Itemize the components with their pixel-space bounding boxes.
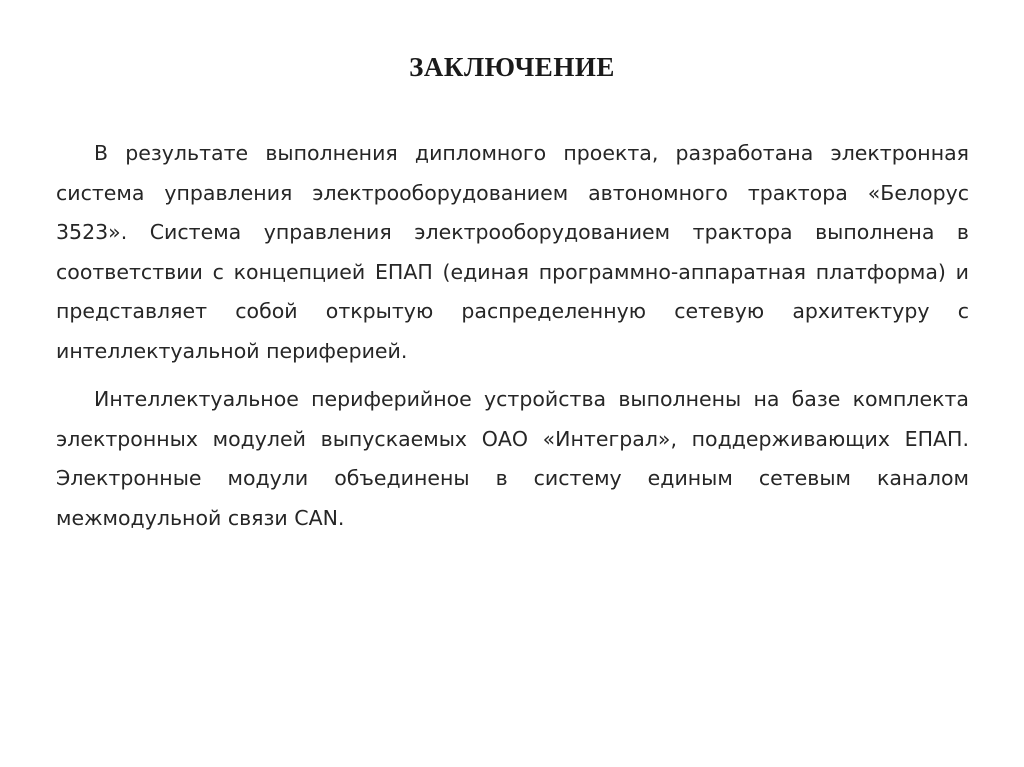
paragraph-2: Интеллектуальное периферийное устройства выполнены на базе комплекта электронных модулей выпускаемых ОАО «Интеграл», поддерживающих ЕПАП. Электронные модули объединены в систему единым сетевым каналом межмодульной связи CAN.: [56, 387, 969, 530]
slide-body: [56, 134, 969, 538]
paragraph-1: В результате выполнения дипломного проекта, разработана электронная система управления электрооборудованием автономного трактора «Белорус 3523». Система управления электрооборудованием трактора выполнена в соответствии с концепцией ЕПАП (единая программно-аппаратная платформа) и представляет собой открытую распределенную сетевую архитектуру с интеллектуальной периферией.: [56, 141, 969, 363]
slide-title: ЗАКЛЮЧЕНИЕ: [409, 52, 615, 82]
